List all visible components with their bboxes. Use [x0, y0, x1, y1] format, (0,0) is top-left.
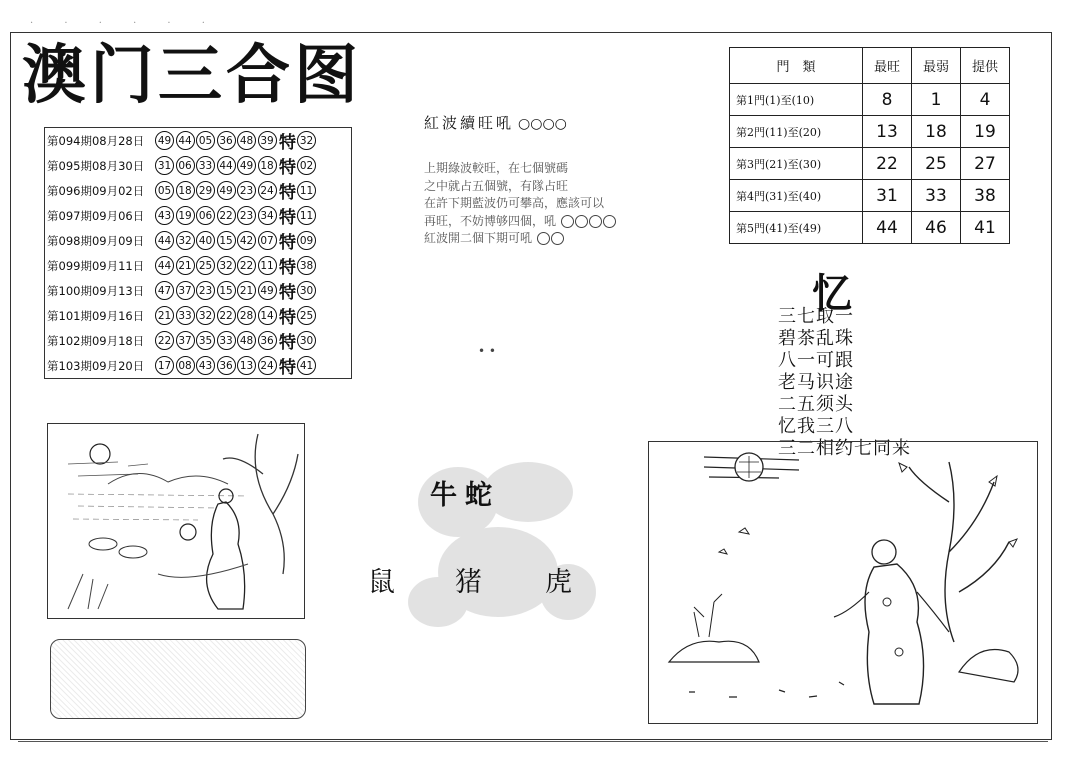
special-number-ball: 02: [297, 156, 316, 175]
number-ball: 06: [176, 156, 195, 175]
bottom-rule: [18, 741, 1048, 742]
circle-mark-icon: [551, 232, 564, 245]
number-ball: 05: [155, 181, 174, 200]
number-ball: 22: [237, 256, 256, 275]
group-weak: 33: [912, 180, 961, 212]
number-ball: 36: [217, 131, 236, 150]
number-ball: 23: [196, 281, 215, 300]
number-ball: 24: [258, 181, 277, 200]
riddle-line: 八一可跟: [778, 350, 854, 371]
number-ball: 06: [196, 206, 215, 225]
number-ball: 44: [155, 231, 174, 250]
number-ball: 24: [258, 356, 277, 375]
special-number-ball: 30: [297, 281, 316, 300]
draw-period: 第099期09月11日: [47, 258, 145, 273]
number-ball: 15: [217, 231, 236, 250]
number-ball: 23: [237, 206, 256, 225]
hot-tip-line-text: 再旺，不妨博够四個，吼: [424, 213, 557, 228]
special-label: 特: [279, 158, 296, 178]
draw-period: 第096期09月02日: [47, 183, 145, 198]
group-offer: 27: [961, 148, 1010, 180]
group-offer: 19: [961, 116, 1010, 148]
number-ball: 49: [217, 181, 236, 200]
riddle-line: 三二相约七同来: [778, 438, 911, 459]
number-ball: 13: [237, 356, 256, 375]
draw-row: [47, 353, 349, 378]
group-offer: 4: [961, 84, 1010, 116]
number-ball: 34: [258, 206, 277, 225]
scholar-drawing: [649, 442, 1037, 723]
header-offer: 提供: [961, 48, 1010, 84]
special-label: 特: [279, 233, 296, 253]
lady-by-lake-drawing: [48, 424, 304, 618]
draw-row: [47, 153, 349, 178]
number-ball: 23: [237, 181, 256, 200]
draw-period: 第097期09月06日: [47, 208, 145, 223]
number-ball: 07: [258, 231, 277, 250]
hot-tip-text: [424, 160, 616, 248]
group-hot: 22: [863, 148, 912, 180]
riddle-line: 二五须头: [778, 394, 854, 415]
number-ball: 22: [217, 306, 236, 325]
draw-row: [47, 128, 349, 153]
number-ball: 29: [196, 181, 215, 200]
hot-tip-title-text: 紅波續旺吼: [424, 114, 515, 132]
group-range: 第3門(21)至(30): [730, 148, 863, 180]
special-label: 特: [279, 208, 296, 228]
special-number-ball: 30: [297, 331, 316, 350]
group-row: [730, 84, 1010, 116]
circle-mark-icon: [561, 215, 574, 228]
number-ball: 39: [258, 131, 277, 150]
special-label: 特: [279, 183, 296, 203]
hot-tip-line-text: 紅波開二個下期可吼: [424, 231, 533, 245]
number-ball: 14: [258, 306, 277, 325]
number-ball: 32: [196, 306, 215, 325]
group-offer: 41: [961, 212, 1010, 244]
hot-tip-title: [424, 112, 567, 133]
special-number-ball: 25: [297, 306, 316, 325]
group-range: 第1門(1)至(10): [730, 84, 863, 116]
circle-mark-icon: [589, 215, 602, 228]
number-ball: 22: [155, 331, 174, 350]
group-row: [730, 148, 1010, 180]
draw-period: 第094期08月28日: [47, 133, 145, 148]
hot-tip-line: 上期綠波較旺，在七個號碼: [424, 161, 569, 175]
number-ball: 05: [196, 131, 215, 150]
number-ball: 49: [237, 156, 256, 175]
group-weak: 18: [912, 116, 961, 148]
number-ball: 36: [217, 356, 236, 375]
group-hot: 31: [863, 180, 912, 212]
special-label: 特: [279, 258, 296, 278]
number-ball: 21: [176, 256, 195, 275]
number-ball: 48: [237, 331, 256, 350]
hot-tip-line: 在許下期藍波仍可攀高，應該可以: [424, 196, 605, 210]
riddle-line: 老马识途: [778, 372, 854, 393]
zodiac-pig: 猪: [455, 567, 490, 598]
special-number-ball: 41: [297, 356, 316, 375]
draw-row: [47, 303, 349, 328]
group-hot: 8: [863, 84, 912, 116]
hot-tip-line: [424, 213, 616, 231]
number-ball: 22: [217, 206, 236, 225]
header-category: 門 類: [730, 48, 863, 84]
zodiac-tiger: 虎: [545, 567, 580, 598]
hot-tip-line: 之中就占五個號，有隊占旺: [424, 178, 569, 193]
blurred-text-box: [50, 639, 306, 719]
circle-mark-icon: [575, 215, 588, 228]
number-ball: 11: [258, 256, 277, 275]
number-ball: 49: [258, 281, 277, 300]
hot-tip-line: [424, 230, 616, 248]
special-label: 特: [279, 358, 296, 378]
number-ball: 18: [258, 156, 277, 175]
group-row: [730, 180, 1010, 212]
number-ball: 43: [155, 206, 174, 225]
number-ball: 25: [196, 256, 215, 275]
draw-results-table: [44, 127, 352, 379]
number-ball: 44: [217, 156, 236, 175]
number-ball: 33: [196, 156, 215, 175]
number-ball: 32: [176, 231, 195, 250]
number-ball: 08: [176, 356, 195, 375]
draw-row: [47, 253, 349, 278]
group-hot: 44: [863, 212, 912, 244]
scan-dots: · · · · · ·: [30, 18, 219, 29]
draw-period: 第095期08月30日: [47, 158, 145, 173]
circle-mark-icon: [603, 215, 616, 228]
group-weak: 1: [912, 84, 961, 116]
special-label: 特: [279, 133, 296, 153]
zodiac-top: 牛蛇: [430, 480, 500, 511]
faint-marks: • •: [478, 344, 496, 358]
draw-row: [47, 228, 349, 253]
group-hot: 13: [863, 116, 912, 148]
riddle-poem: [778, 306, 911, 460]
number-group-table: [729, 47, 1010, 244]
scholar-illustration: [648, 441, 1038, 724]
group-row: [730, 116, 1010, 148]
special-number-ball: 11: [297, 206, 316, 225]
draw-period: 第102期09月18日: [47, 333, 145, 348]
number-ball: 15: [217, 281, 236, 300]
number-ball: 43: [196, 356, 215, 375]
number-ball: 35: [196, 331, 215, 350]
group-weak: 25: [912, 148, 961, 180]
zodiac-rat: 鼠: [368, 567, 403, 598]
number-ball: 21: [155, 306, 174, 325]
number-ball: 47: [155, 281, 174, 300]
group-row: [730, 212, 1010, 244]
circle-mark-icon: [537, 232, 550, 245]
riddle-line: 忆我三八: [778, 416, 854, 437]
riddle-line: 碧茶乱珠: [778, 328, 854, 349]
draw-row: [47, 178, 349, 203]
number-ball: 28: [237, 306, 256, 325]
number-ball: 40: [196, 231, 215, 250]
draw-row: [47, 278, 349, 303]
number-ball: 32: [217, 256, 236, 275]
special-number-ball: 09: [297, 231, 316, 250]
header-hottest: 最旺: [863, 48, 912, 84]
group-range: 第2門(11)至(20): [730, 116, 863, 148]
number-ball: 18: [176, 181, 195, 200]
number-ball: 44: [155, 256, 174, 275]
draw-period: 第103期09月20日: [47, 358, 145, 373]
riddle-title: 忆: [812, 270, 852, 317]
number-ball: 48: [237, 131, 256, 150]
group-table-header: [730, 48, 1010, 84]
special-number-ball: 32: [297, 131, 316, 150]
number-ball: 36: [258, 331, 277, 350]
number-ball: 42: [237, 231, 256, 250]
number-ball: 33: [217, 331, 236, 350]
group-range: 第5門(41)至(49): [730, 212, 863, 244]
number-ball: 19: [176, 206, 195, 225]
number-ball: 37: [176, 281, 195, 300]
special-number-ball: 11: [297, 181, 316, 200]
lady-by-lake-illustration: [47, 423, 305, 619]
hot-tip-circles: ○○○○: [518, 116, 567, 132]
draw-period: 第100期09月13日: [47, 283, 145, 298]
number-ball: 31: [155, 156, 174, 175]
special-number-ball: 38: [297, 256, 316, 275]
header-weakest: 最弱: [912, 48, 961, 84]
group-weak: 46: [912, 212, 961, 244]
number-ball: 44: [176, 131, 195, 150]
special-label: 特: [279, 283, 296, 303]
number-ball: 37: [176, 331, 195, 350]
group-offer: 38: [961, 180, 1010, 212]
number-ball: 33: [176, 306, 195, 325]
number-ball: 17: [155, 356, 174, 375]
draw-period: 第101期09月16日: [47, 308, 145, 323]
number-ball: 49: [155, 131, 174, 150]
riddle-line: 三七取一: [778, 306, 854, 327]
draw-row: [47, 203, 349, 228]
group-range: 第4門(31)至(40): [730, 180, 863, 212]
draw-row: [47, 328, 349, 353]
draw-period: 第098期09月09日: [47, 233, 145, 248]
number-ball: 21: [237, 281, 256, 300]
special-label: 特: [279, 333, 296, 353]
special-label: 特: [279, 308, 296, 328]
page-title: 澳门三合图: [22, 39, 362, 113]
